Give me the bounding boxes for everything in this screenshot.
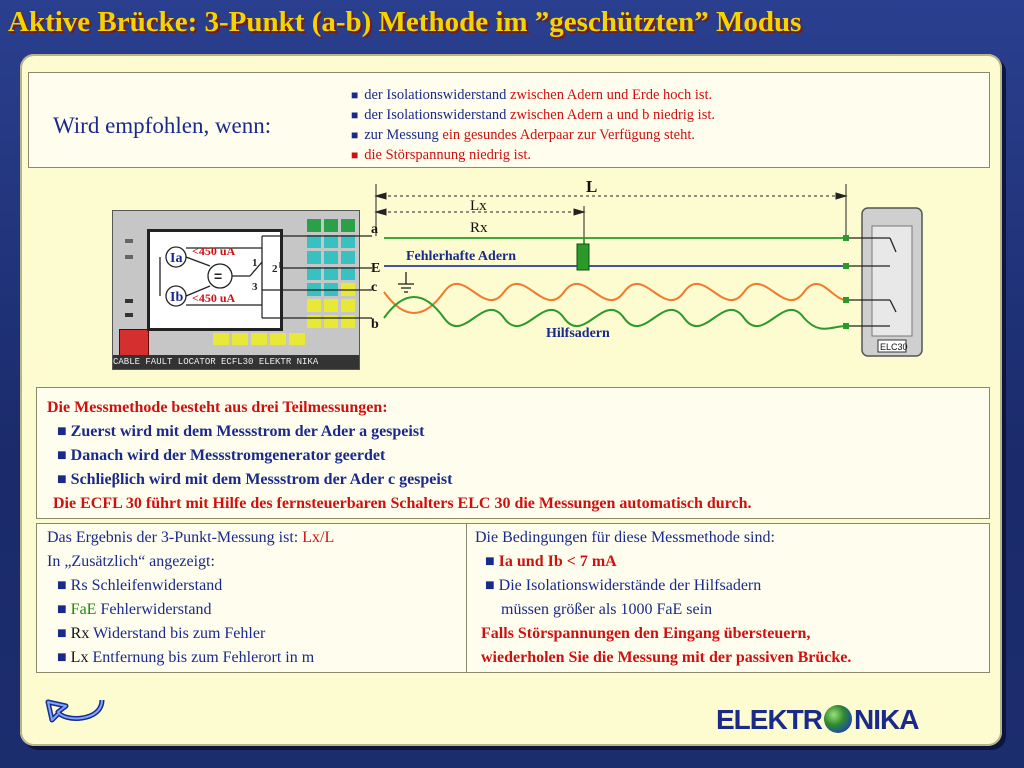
switch-pos-3: 3 — [252, 281, 258, 293]
recommendation-highlight: zwischen Adern und Erde hoch ist. — [510, 87, 713, 103]
generator-symbol: = — [214, 268, 223, 284]
recommendation-text: der Isolationswiderstand — [364, 107, 511, 123]
ib-label: Ib — [170, 290, 184, 305]
bullet-icon: ■ — [57, 649, 71, 666]
faulty-wires-label: Fehlerhafte Adern — [406, 249, 517, 264]
method-box — [36, 387, 990, 519]
wire-e-label: E — [371, 261, 381, 276]
ia-label: Ia — [170, 251, 183, 266]
bullet-icon: ■ — [57, 447, 71, 464]
earth-icon — [398, 272, 414, 292]
result-line: Das Ergebnis der 3-Punkt-Messung ist: Lx/L — [47, 529, 335, 546]
switch-pos-2: 2 — [272, 263, 278, 275]
dimension-lines — [376, 184, 846, 246]
method-step: ■ Zuerst wird mit dem Messstrom der Ader a gespeist — [57, 423, 425, 440]
bullet-icon: ■ — [351, 108, 359, 122]
recommendation-text: zur Messung — [364, 127, 443, 143]
device-footer-label: CABLE FAULT LOCATOR ECFL30 ELEKTR NIKA — [113, 355, 359, 369]
bullet-icon: ■ — [57, 625, 71, 642]
conditions-heading: Die Bedingungen für diese Messmethode sind: — [475, 529, 775, 546]
switch-pos-1: 1 — [252, 257, 258, 269]
bullet-icon: ■ — [57, 471, 71, 488]
recommendation-highlight: die Störspannung niedrig ist. — [364, 147, 531, 163]
bullet-icon: ■ — [485, 577, 499, 594]
bullet-icon: ■ — [351, 88, 359, 102]
bullet-icon: ■ — [351, 148, 359, 162]
elektronika-logo: ELEKTR NIKA — [716, 704, 919, 735]
wire-c-label: c — [371, 280, 378, 295]
recommendation-highlight: zwischen Adern a und b niedrig ist. — [510, 107, 715, 123]
device-leads — [262, 236, 372, 318]
conditions-box — [466, 523, 990, 673]
globe-icon — [824, 705, 852, 733]
condition-item: ■ Die Isolationswiderstände der Hilfsadern — [485, 577, 762, 594]
length-lx-label: Lx — [470, 198, 487, 214]
result-extra-label: In „Zusätzlich“ angezeigt: — [47, 553, 215, 570]
auxiliary-pair — [384, 284, 846, 329]
condition-item-cont: müssen größer als 1000 FaE sein — [501, 601, 713, 618]
recommendation-text: der Isolationswiderstand — [364, 87, 511, 103]
recommendation-label: Wird empfohlen, wenn: — [53, 113, 272, 138]
method-heading: Die Messmethode besteht aus drei Teilmessungen: — [47, 399, 388, 416]
ia-value: <450 uA — [192, 244, 236, 258]
bullet-icon: ■ — [485, 553, 499, 570]
method-step: ■ Danach wird der Messstromgenerator geerdet — [57, 447, 386, 464]
recommendation-highlight: ein gesundes Aderpaar zur Verfügung steht. — [442, 127, 695, 143]
conditions-warning: wiederholen Sie die Messung mit der passiven Brücke. — [481, 649, 852, 666]
conditions-warning: Falls Störspannungen den Eingang übersteuern, — [481, 625, 811, 642]
result-box — [36, 523, 468, 673]
length-l-label: L — [586, 177, 598, 196]
bullet-icon: ■ — [351, 128, 359, 142]
condition-item: ■ Ia und Ib < 7 mA — [485, 553, 617, 570]
bullet-icon: ■ — [57, 423, 71, 440]
method-note: Die ECFL 30 führt mit Hilfe des fernsteuerbaren Schalters ELC 30 die Messungen automatisch durch. — [53, 495, 752, 512]
result-item: ■ Lx Entfernung bis zum Fehlerort in m — [57, 649, 315, 666]
wire-b-label: b — [371, 317, 379, 332]
elc30-label: ELC30 — [880, 342, 908, 352]
result-item: ■ Rx Widerstand bis zum Fehler — [57, 625, 266, 642]
auxiliary-wires-label: Hilfsadern — [546, 326, 610, 341]
ib-value: <450 uA — [192, 291, 236, 305]
bullet-icon: ■ — [57, 577, 71, 594]
resistance-rx-label: Rx — [470, 220, 488, 236]
method-step: ■ Schlieβlich wird mit dem Messstrom der Ader c gespeist — [57, 471, 453, 488]
fault-resistor — [577, 244, 589, 270]
back-arrow-icon[interactable] — [44, 690, 108, 730]
result-ratio: Lx/L — [302, 529, 335, 546]
junction-dots — [843, 235, 849, 329]
result-item: ■ Rs Schleifenwiderstand — [57, 577, 223, 594]
page-title: Aktive Brücke: 3-Punkt (a-b) Methode im ”geschützten” Modus — [8, 6, 802, 38]
bullet-icon: ■ — [57, 601, 71, 618]
result-item: ■ FaE Fehlerwiderstand — [57, 601, 212, 618]
wire-a-label: a — [371, 222, 378, 237]
